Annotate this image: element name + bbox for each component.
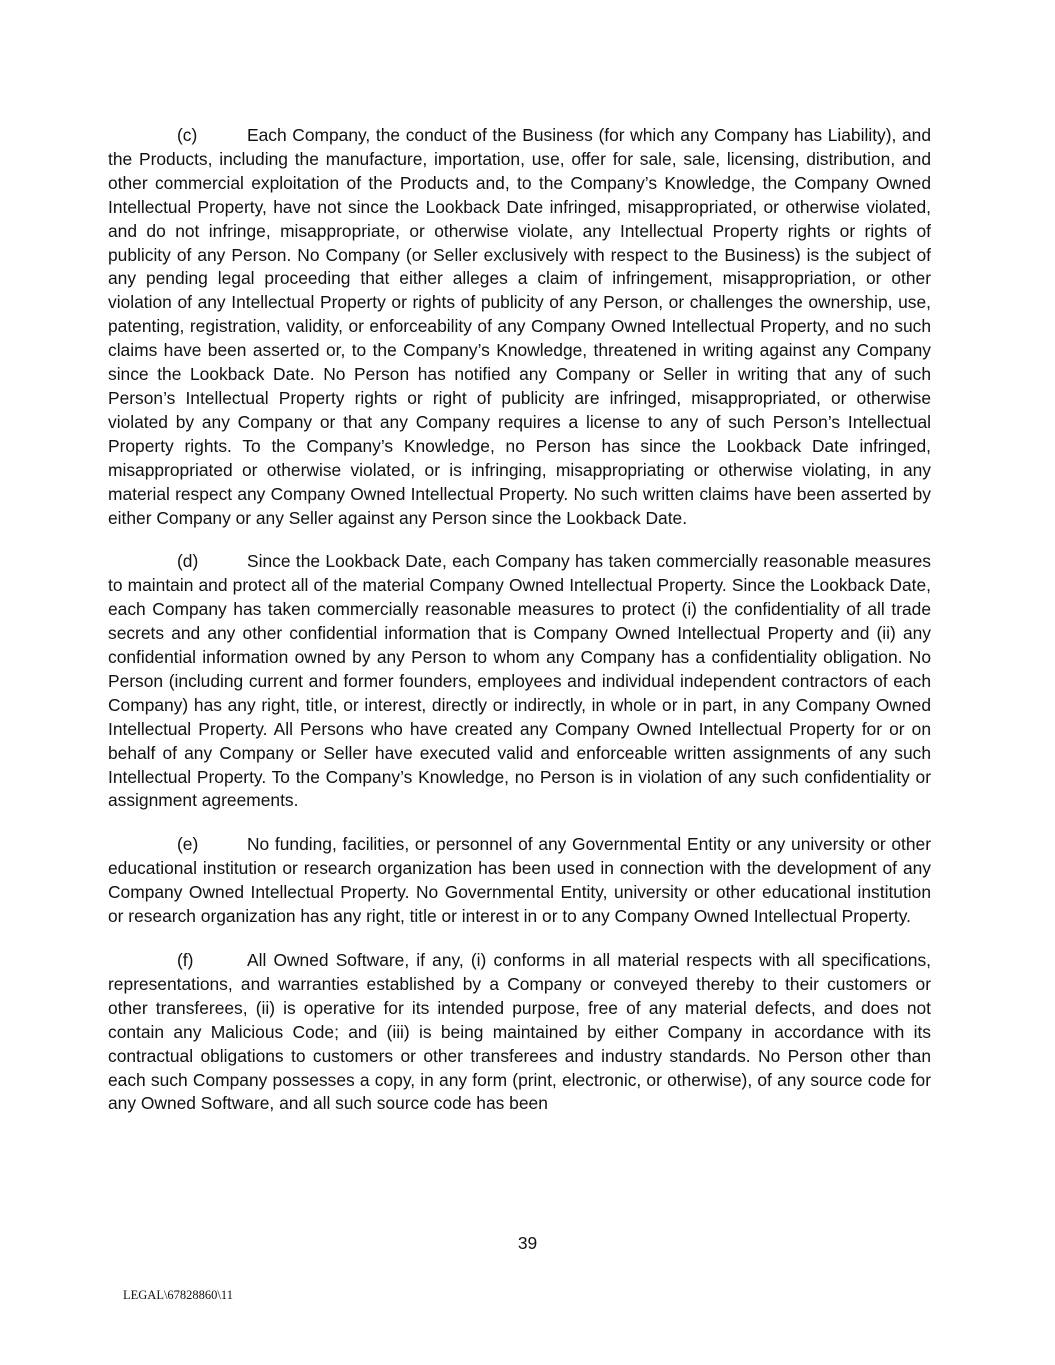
paragraph-text: Each Company, the conduct of the Business (for which any Company has Liability), and the Products, including the manufacture, importation, use, offer for sale, sale, licensing, distribution, and other commercial exploitation of the Products and, to the Company’s Knowledge, the Company Owned Intellectual Property, have not since the Lookback Date infringed, misappropriated, or otherwise violated, and do not infringe, misappropriate, or otherwise violate, any Intellectual Property rights or rights of publicity of any Person. No Company (or Seller exclusively with respect to the Business) is the subject of any pending legal proceeding that either alleges a claim of infringement, misappropriation, or other violation of any Intellectual Property or rights of publicity of any Person, or challenges the ownership, use, patenting, registration, validity, or enforceability of any Company Owned Intellectual Property, and no such claims have been asserted or, to the Company’s Knowledge, threatened in writing against any Company since the Lookback Date. No Person has notified any Company or Seller in writing that any of such Person’s Intellectual Property rights or right of publicity are infringed, misappropriated, or otherwise violated by any Company or that any Company requires a license to any of such Person’s Intellectual Property rights. To the Company’s Knowledge, no Person has since the Lookback Date infringed, misappropriated or otherwise violated, or is infringing, misappropriating or otherwise violating, in any material respect any Company Owned Intellectual Property. No such written claims have been asserted by either Company or any Seller against any Person since the Lookback Date. <box>108 125 931 528</box>
paragraph-label: (e) <box>177 834 199 855</box>
paragraph-label: (f) <box>177 950 194 970</box>
page-number: 39 <box>517 1233 538 1253</box>
paragraph-e <box>108 833 931 929</box>
paragraph-f <box>108 949 931 1116</box>
paragraph-text: Since the Lookback Date, each Company has taken commercially reasonable measures to maintain and protect all of the material Company Owned Intellectual Property. Since the Lookback Date, each Company has taken commercially reasonable measures to protect (i) the confidentiality of all trade secrets and any other confidential information that is Company Owned Intellectual Property and (ii) any confidential information owned by any Person to whom any Company has a confidentiality obligation. No Person (including current and former founders, employees and individual independent contractors of each Company) has any right, title, or interest, directly or indirectly, in whole or in part, in any Company Owned Intellectual Property. All Persons who have created any Company Owned Intellectual Property for or on behalf of any Company or Seller have executed valid and enforceable written assignments of any such Intellectual Property. To the Company’s Knowledge, no Person is in violation of any such confidentiality or assignment agreements. <box>108 551 931 811</box>
paragraph-text: No funding, facilities, or personnel of any Governmental Entity or any university or other educational institution or research organization has been used in connection with the development of any Company Owned Intellectual Property. No Governmental Entity, university or other educational institution or research organization has any right, title or interest in or to any Company Owned Intellectual Property. <box>108 834 931 927</box>
paragraph-label: (c) <box>177 125 198 145</box>
paragraph-label: (d) <box>177 551 199 572</box>
document-id: LEGAL\67828860\11 <box>123 1288 233 1302</box>
paragraph-c <box>108 124 931 530</box>
paragraph-text: All Owned Software, if any, (i) conforms in all material respects with all specifications, representations, and warranties established by a Company or conveyed thereby to their customers or other transferees, (ii) is operative for its intended purpose, free of any material defects, and does not contain any Malicious Code; and (iii) is being maintained by either Company in accordance with its contractual obligations to customers or other transferees and industry standards. No Person other than each such Company possesses a copy, in any form (print, electronic, or otherwise), of any source code for any Owned Software, and all such source code has been <box>108 950 931 1114</box>
document-body <box>108 124 931 1136</box>
paragraph-d <box>108 550 931 813</box>
